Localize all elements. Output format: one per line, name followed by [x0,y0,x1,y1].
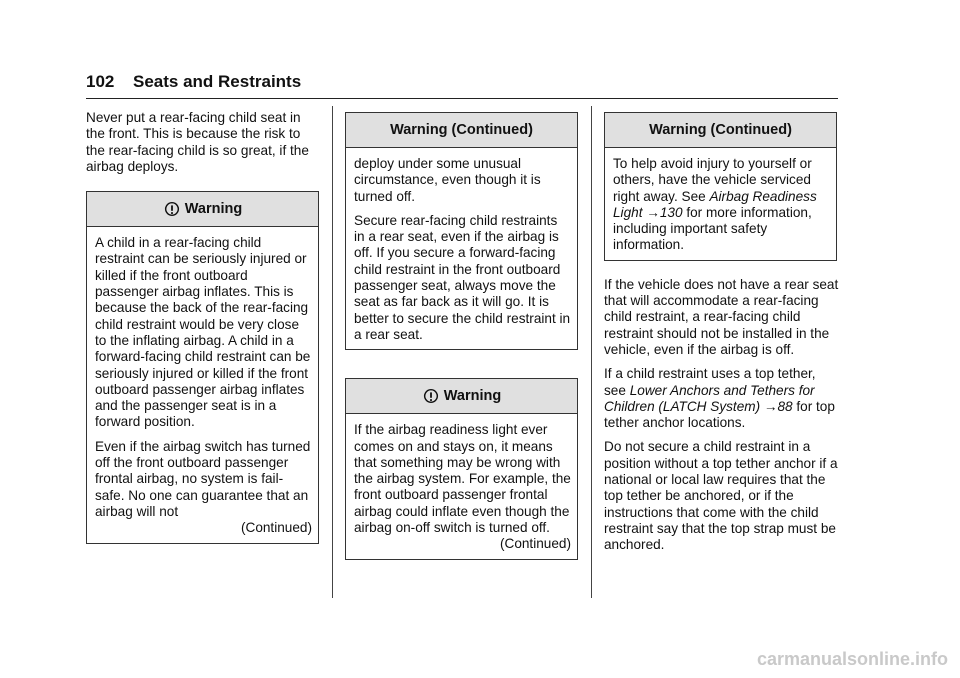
warning-paragraph: deploy under some unusual circumstance, even though it is turned off. [354,156,541,204]
section-title: Seats and Restraints [133,72,302,91]
warning-continued-box [604,112,837,261]
cross-reference-link[interactable]: Lower Anchors and Tethers for Children (LATCH System) [604,382,815,414]
warning-icon [163,200,181,218]
warning-paragraph: Secure rear-facing child restraints in a rear seat, even if the airbag is off. If you secure a forward-facing child restraint in the front outboard passenger seat, always move the seat as far back as it will go. It is better to secure the child restraint in a rear seat. [354,212,571,342]
page-ref-icon: → [763,398,778,414]
page-reference[interactable]: 130 [659,204,683,220]
text: If a child restraint uses a top tether, see [604,366,816,398]
paragraph [604,366,840,431]
warning-continued-box [345,112,578,350]
text: for top tether anchor locations. [604,398,835,431]
warning-header [87,192,318,227]
warning-box [345,378,578,559]
page-reference[interactable]: 88 [777,398,793,414]
warning-box [86,191,319,543]
warning-title: Warning [443,388,502,405]
warning-title: Warning [184,201,243,218]
paragraph: If the vehicle does not have a rear seat that will accommodate a rear-facing child restraint, a rear-facing child restraint should not be installed in the vehicle, even if the airbag is off. [604,276,839,357]
page-ref-icon: → [646,204,660,220]
column-2 [345,112,581,560]
warning-body [605,148,836,260]
cross-reference-link[interactable]: Airbag Readiness Light [613,188,817,220]
warning-paragraph [613,156,830,254]
column-1 [86,110,322,544]
warning-paragraph: Even if the airbag switch has turned off the front outboard passenger frontal airbag, no system is fail-safe. No one can guarantee that an airbag will not [95,438,311,519]
watermark: carmanualsonline.info [756,649,948,669]
warning-header [346,379,577,414]
warning-body [87,227,318,542]
warning-continued-header: Warning (Continued) [346,113,577,148]
page-header [86,72,838,99]
paragraph: Do not secure a child restraint in a position without a top tether anchor if a national or local law requires that the top tether be anchored, or if the instructions that come with the child restraint say that the top strap must be anchored. [604,439,838,553]
warning-paragraph: If the airbag readiness light ever comes on and stays on, it means that something may be wrong with the airbag system. For example, the front outboard passenger frontal airbag could inflate even though the airbag on-off switch is turned off. [354,422,571,536]
column-divider [332,106,333,598]
body-text [604,277,840,554]
text: for more information, including important safety information. [613,204,812,253]
warning-continued-header: Warning (Continued) [605,113,836,148]
column-3 [604,112,840,562]
text: To help avoid injury to yourself or others, have the vehicle serviced right away. See [613,156,812,204]
warning-body [346,148,577,349]
warning-body [346,414,577,558]
page-number: 102 [86,72,115,91]
continued-label: (Continued) [499,536,571,552]
warning-icon [422,387,440,405]
intro-paragraph: Never put a rear-facing child seat in the front. This is because the risk to the rear-facing child is so great, if the airbag deploys. [86,110,309,174]
warning-paragraph: A child in a rear-facing child restraint can be seriously injured or killed if the front outboard passenger airbag inflates. This is because the back of the rear-facing child restraint would be very close to the inflating airbag. A child in a forward-facing child restraint can be seriously injured or killed if the front outboard passenger airbag inflates and the passenger seat is in a forward position. [95,235,311,430]
column-divider [591,106,592,598]
continued-label: (Continued) [240,520,312,536]
